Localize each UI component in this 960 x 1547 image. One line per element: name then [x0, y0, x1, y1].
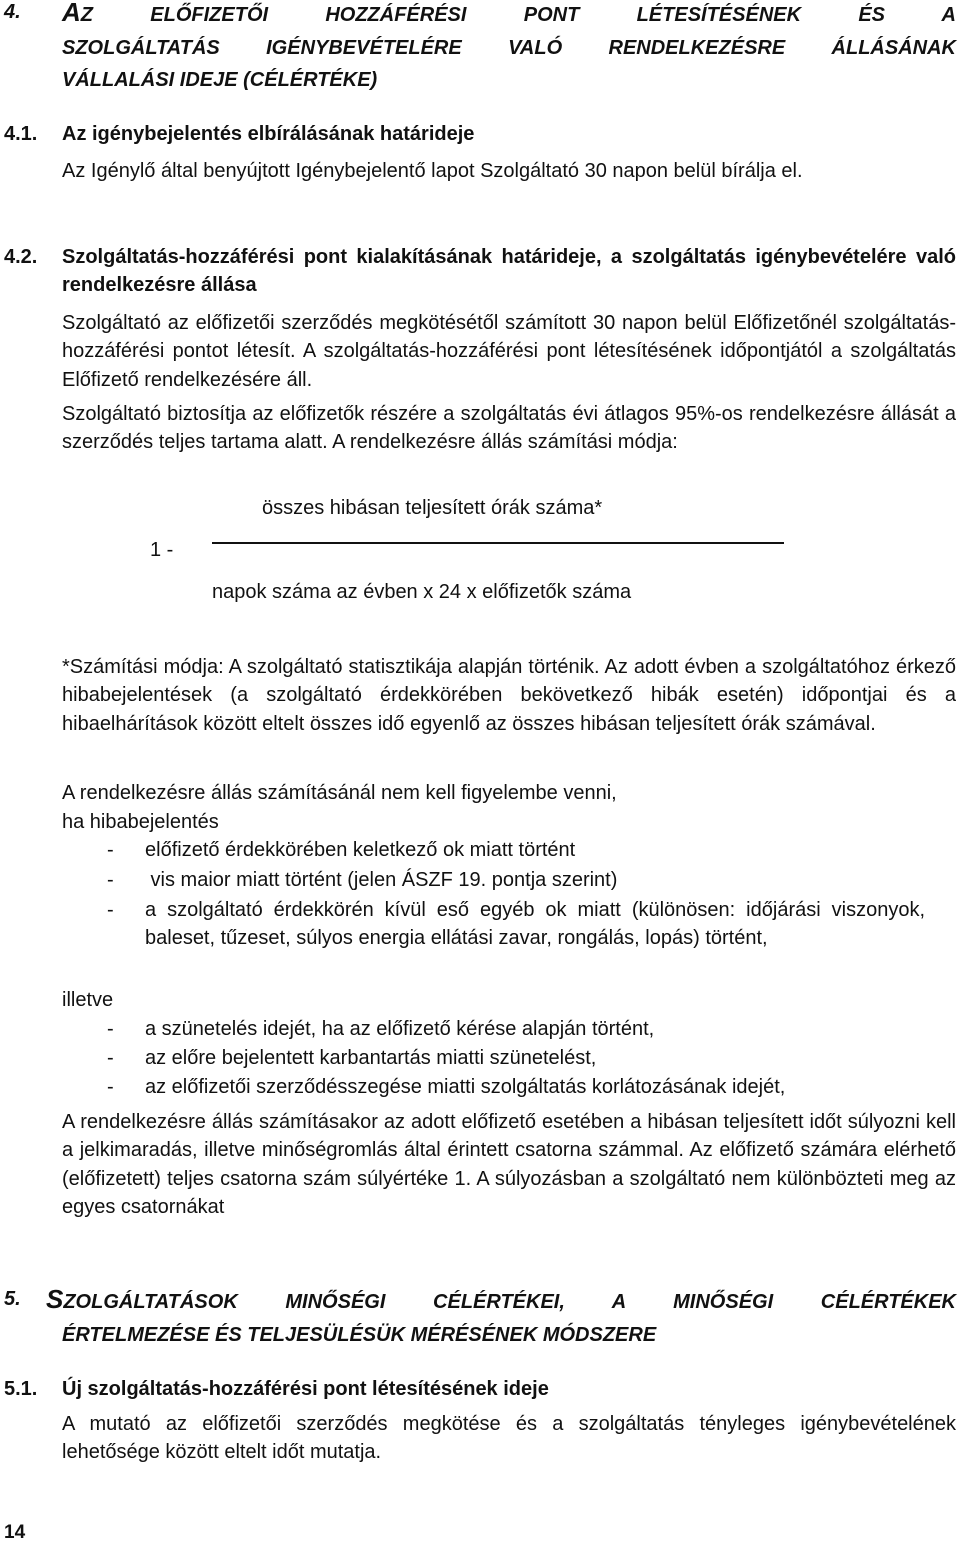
- subsection-4-2-para4-line2: ha hibabejelentés: [62, 811, 219, 833]
- subsection-5-1-heading: [4, 1375, 904, 1403]
- subsection-4-2-number: 4.2.: [4, 246, 38, 268]
- subsection-5-1-title: Új szolgáltatás-hozzáférési pont létesítésének ideje: [62, 1378, 549, 1400]
- subsection-5-1-number: 5.1.: [4, 1378, 38, 1400]
- subsection-4-2-para3: *Számítási módja: A szolgáltató statisztikája alapján történik. Az adott évben a szolgáltatóhoz érkező hibabejelentések (a szolgáltató érdekkörében bekövetkező hibák esetén) időpontjai és a hibaelhárítások között eltelt összes idő egyenlő az összes hibásan teljesített órák számával.: [62, 656, 956, 735]
- subsection-4-1-title: Az igénybejelentés elbírálásának határideje: [62, 123, 475, 145]
- document-page: 4. AZ ELŐFIZETŐI HOZZÁFÉRÉSI PONT LÉTESÍTÉSÉNEK ÉS A SZOLGÁLTATÁS IGÉNYBEVÉTELÉRE VALÓ RENDELKEZÉSRE ÁLLÁSÁNAK VÁLLALÁSI IDEJE (CÉLÉRTÉKE) 4.1. Az igénybejelentés elbírálásának határideje Az Igénylő által benyújtott Igénybejelentő lapot Szolgáltató 30 napon belül bírálja el. 4.2. Szolgáltatás-hozzáférési pont kialakításának határideje, a szolgáltatás igénybevételére való rendelkezésre állása Szolgáltató az előfizetői szerződés megkötésétől számított 30 napon belül Előfizetőnél szolgáltatás-hozzáférési pontot létesít. A szolgáltatás-hozzáférési pont létesítésének időpontjától a szolgáltatás Előfizető rendelkezésére áll. Szolgáltató biztosítja az előfizetők részére a szolgáltatás évi átlagos 95%-os rendelkezésre állását a szerződés teljes tartama alatt. A rendelkezésre állás számítási módja: összes hibásan teljesített órák száma* 1 - napok száma az évben x 24 x előfizetők száma *Számítási módja: A szolgáltató statisztikája alapján történik. Az adott évben a szolgáltatóhoz érkező hibabejelentések (a szolgáltató érdekkörében bekövetkező hibák esetén) időpontjai és a hibaelhárítások között eltelt összes idő egyenlő az összes hibásan teljesített órák számával. A rendelkezésre állás számításánál nem kell figyelembe venni, ha hibabejelentés - előfizető érdekkörében keletkező ok miatt történt - vis maior miatt történt (jelen ÁSZF 19. pontja szerint) - a szolgáltató érdekkörén kívül eső egyéb ok miatt (különösen: időjárási viszonyok, baleset, tűzeset, súlyos energia ellátási zavar, rongálás, lopás) történt, illetve - a szünetelés idejét, ha az előfizető kérése alapján történt, - az előre bejelentett karbantartás miatti szünetelést, - az előfizetői szerződésszegése miatti szolgáltatás korlátozásának idejét, A rendelkezésre állás számításakor az adott előfizető esetében a hibásan teljesített időt súlyozni kell a jelkimaradás, illetve minőségromlás által érintett csatorna számmal. Az előfizető számára elérhető (előfizetett) teljes csatorna szám súlyértéke 1. A súlyozásban a szolgáltató nem különbözteti meg az egyes csatornákat 5. SZOLGÁLTATÁSOK MINŐSÉGI CÉLÉRTÉKEI, A MINŐSÉGI CÉLÉRTÉKEK ÉRTELMEZÉSE ÉS TELJESÜLÉSÜK MÉRÉSÉNEK MÓDSZERE 5.1. Új szolgáltatás-hozzáférési pont létesítésének ideje A mutató az előfizetői szerződés megkötése és a szolgáltatás tényleges igénybevételének lehetősége között eltelt időt mutatja. 14: [0, 0, 960, 1547]
- section-4-title-line2: SZOLGÁLTATÁS IGÉNYBEVÉTELÉRE VALÓ RENDELKEZÉSRE ÁLLÁSÁNAK: [62, 36, 956, 59]
- formula-fraction-line: [212, 542, 784, 544]
- subsection-4-2-title: Szolgáltatás-hozzáférési pont kialakításának határideje, a szolgáltatás igénybevételére való rendelkezésre állása: [62, 246, 956, 296]
- formula-numerator: összes hibásan teljesített órák száma*: [262, 497, 603, 519]
- subsection-4-1-heading: [4, 120, 894, 148]
- section-5-number: 5.: [4, 1288, 21, 1310]
- subsection-4-1-body: Az Igénylő által benyújtott Igénybejelentő lapot Szolgáltató 30 napon belül bírálja el.: [62, 160, 803, 182]
- subsection-4-1-number: 4.1.: [4, 123, 38, 145]
- subsection-4-2-heading: [4, 243, 956, 299]
- subsection-4-2-para4-line1: A rendelkezésre állás számításánál nem kell figyelembe venni,: [62, 782, 617, 804]
- subsection-4-2-para5: A rendelkezésre állás számításakor az adott előfizető esetében a hibásan teljesített időt súlyozni kell a jelkimaradás, illetve minőségromlás által érintett csatorna számmal. Az előfizető számára elérhető (előfizetett) teljes csatorna szám súlyértéke 1. A súlyozásban a szolgáltató nem különbözteti meg az egyes csatornákat: [62, 1111, 956, 1219]
- formula-denominator: napok száma az évben x 24 x előfizetők száma: [212, 581, 632, 603]
- section-4-title-line3: VÁLLALÁSI IDEJE (CÉLÉRTÉKE): [62, 69, 378, 91]
- section-4-number: 4.: [4, 1, 21, 23]
- section-4-heading: [4, 0, 956, 97]
- subsection-4-2-para2: Szolgáltató biztosítja az előfizetők részére a szolgáltatás évi átlagos 95%-os rendelkezésre állását a szerződés teljes tartama alatt. A rendelkezésre állás számítási módja:: [62, 403, 956, 454]
- section-5-title-line1: 5. SZOLGÁLTATÁSOK MINŐSÉGI CÉLÉRTÉKEI, A MINŐSÉGI CÉLÉRTÉKEK: [4, 1284, 956, 1314]
- subsection-4-2-para1: Szolgáltató az előfizetői szerződés megkötésétől számított 30 napon belül Előfizetőnél szolgáltatás-hozzáférési pontot létesít. A szolgáltatás-hozzáférési pont létesítésének időpontjától a szolgáltatás Előfizető rendelkezésére áll.: [62, 312, 956, 391]
- formula-lead: 1 -: [150, 539, 174, 561]
- page-number: 14: [4, 1522, 26, 1543]
- section-4-title-line1: AZ ELŐFIZETŐI HOZZÁFÉRÉSI PONT LÉTESÍTÉSÉNEK ÉS A: [62, 0, 956, 27]
- subsection-5-1-body: A mutató az előfizetői szerződés megkötése és a szolgáltatás tényleges igénybevételének lehetősége között eltelt időt mutatja.: [62, 1413, 956, 1464]
- section-5-title-line2: ÉRTELMEZÉSE ÉS TELJESÜLÉSÜK MÉRÉSÉNEK MÓDSZERE: [62, 1324, 657, 1346]
- illetve-text: illetve: [62, 989, 114, 1011]
- section-5-heading: [4, 1283, 956, 1352]
